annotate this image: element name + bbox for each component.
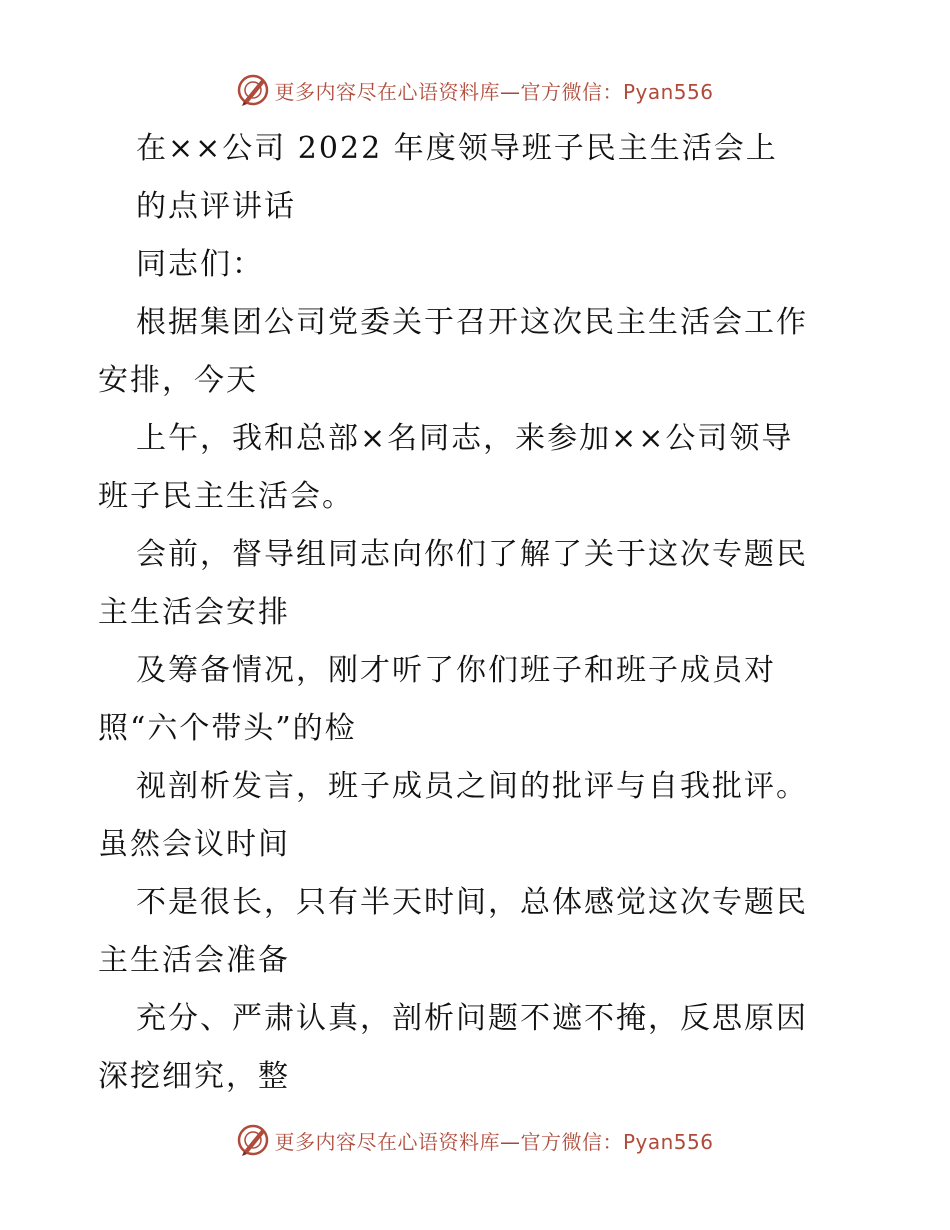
paragraph-line: 会前，督导组同志向你们了解了关于这次专题民 [136,537,808,572]
paragraph-line: 及筹备情况，刚才听了你们班子和班子成员对 [136,653,776,688]
paragraph-line: 虽然会议时间 [98,827,290,862]
paragraph-line: 主生活会安排 [98,595,290,630]
footer-banner [0,1120,950,1160]
paragraph-line: 主生活会准备 [98,943,290,978]
pen-logo-icon [236,1123,270,1157]
paragraph-line: 不是很长，只有半天时间，总体感觉这次专题民 [136,885,808,920]
paragraph-line: 深挖细究，整 [98,1059,290,1094]
banner-text: 更多内容尽在心语资料库—官方微信：Pyan556 [274,79,714,104]
salutation: 同志们： [136,247,264,282]
paragraph-line: 视剖析发言，班子成员之间的批评与自我批评。 [136,769,808,804]
pen-logo-icon [236,73,270,107]
doc-title-line-1: 在××公司 2022 年度领导班子民主生活会上 [136,131,778,166]
paragraph-line: 班子民主生活会。 [98,479,354,514]
paragraph-line: 根据集团公司党委关于召开这次民主生活会工作 [136,305,808,340]
header-banner [0,70,950,110]
paragraph-line: 安排，今天 [98,363,258,398]
paragraph-line: 照“六个带头”的检 [98,711,357,746]
paragraph-line: 上午，我和总部×名同志，来参加××公司领导 [136,421,794,456]
paragraph-line: 充分、严肃认真，剖析问题不遮不掩，反思原因 [136,1001,808,1036]
banner-text: 更多内容尽在心语资料库—官方微信：Pyan556 [274,1129,714,1154]
document-body [98,120,858,1106]
doc-title-line-2: 的点评讲话 [136,189,296,224]
